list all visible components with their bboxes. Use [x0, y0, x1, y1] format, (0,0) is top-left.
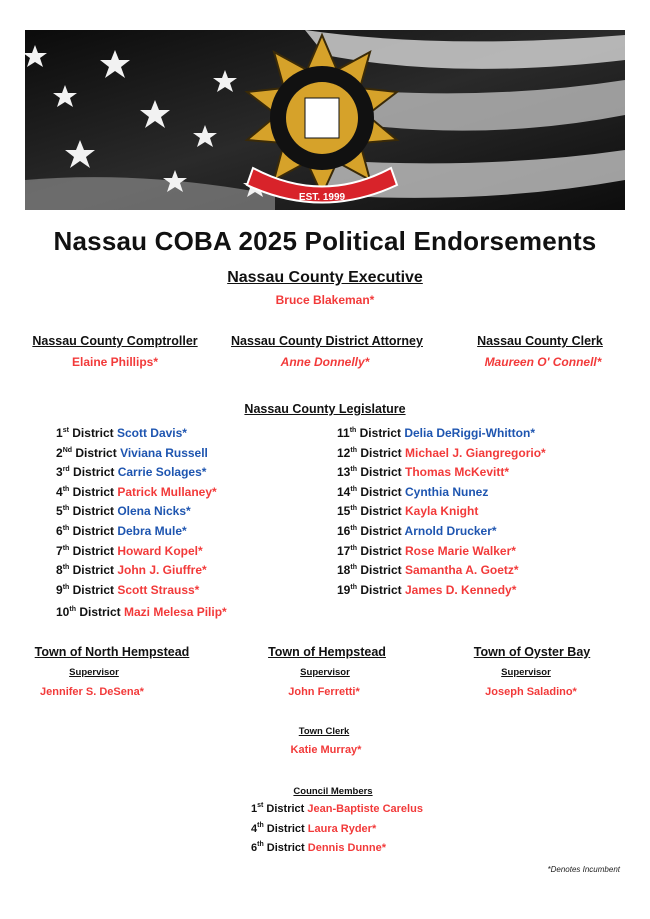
ordinal-suffix: th: [350, 446, 357, 454]
candidate-name: Dennis Dunne*: [307, 842, 386, 855]
page-title: Nassau COBA 2025 Political Endorsements: [53, 226, 597, 256]
district-number: 1: [56, 426, 63, 440]
north-hempstead-heading: Town of North Hempstead: [34, 645, 190, 659]
ordinal-suffix: th: [62, 485, 70, 493]
district-row: [56, 426, 187, 440]
legislature-heading: Nassau County Legislature: [244, 402, 406, 416]
district-attorney-heading: Nassau County District Attorney: [231, 334, 423, 348]
oyster-bay-role: Supervisor: [501, 667, 551, 678]
ordinal-suffix: th: [69, 606, 76, 613]
hempstead-candidate: John Ferretti*: [288, 686, 360, 698]
ordinal-suffix: th: [62, 505, 70, 513]
candidate-name: Carrie Solages*: [117, 465, 207, 480]
district-number: 13: [337, 465, 351, 480]
ordinal-suffix: th: [350, 583, 357, 591]
district-row: [337, 426, 535, 440]
district-row: [56, 524, 187, 538]
hempstead-heading: Town of Hempstead: [268, 645, 386, 659]
ordinal-suffix: th: [62, 583, 70, 591]
ordinal-suffix: th: [350, 485, 357, 493]
district-label: District: [72, 543, 114, 558]
district-number: 17: [337, 543, 351, 558]
district-number: 4: [56, 484, 63, 499]
ordinal-suffix: th: [62, 544, 70, 552]
district-number: 12: [337, 445, 351, 460]
county-clerk-heading: Nassau County Clerk: [477, 334, 603, 348]
district-number: 9: [56, 582, 63, 597]
candidate-name: Viviana Russell: [120, 445, 208, 460]
district-label: District: [360, 524, 402, 538]
district-number: 2: [56, 445, 63, 460]
candidate-name: James D. Kennedy*: [405, 582, 517, 597]
candidate-name: Howard Kopel*: [117, 543, 203, 558]
incumbent-footnote: *Denotes Incumbent: [547, 865, 620, 874]
district-label: District: [73, 465, 115, 480]
district-number: 7: [56, 543, 63, 558]
ordinal-suffix: th: [349, 427, 357, 434]
ordinal-suffix: st: [62, 427, 69, 434]
ordinal-suffix: th: [350, 505, 357, 513]
candidate-name: Samantha A. Goetz*: [405, 563, 519, 578]
district-attorney-candidate: Anne Donnelly*: [280, 355, 370, 369]
district-number: 1: [251, 803, 258, 815]
ordinal-suffix: th: [62, 564, 70, 572]
district-label: District: [360, 445, 402, 460]
oyster-bay-candidate: Joseph Saladino*: [485, 686, 577, 698]
district-label: District: [72, 426, 114, 440]
district-row: [56, 485, 217, 499]
hempstead-role: Supervisor: [300, 667, 350, 678]
candidate-name: Patrick Mullaney*: [117, 484, 217, 499]
district-number: 8: [56, 563, 63, 578]
council-heading: Council Members: [293, 786, 373, 797]
district-number: 11: [337, 426, 350, 440]
ordinal-suffix: rd: [62, 466, 70, 474]
district-row: [337, 504, 478, 518]
district-row: [251, 803, 423, 815]
candidate-name: Scott Strauss*: [117, 582, 200, 597]
ordinal-suffix: Nd: [62, 446, 73, 454]
ordinal-suffix: th: [257, 841, 264, 849]
candidate-name: Delia DeRiggi-Whitton*: [404, 426, 535, 440]
district-row: [56, 605, 227, 619]
district-label: District: [72, 563, 114, 578]
district-label: District: [72, 582, 114, 597]
district-number: 14: [337, 484, 351, 499]
flag-background-image: [25, 30, 625, 210]
district-row: [56, 583, 199, 597]
district-label: District: [72, 504, 114, 519]
ordinal-suffix: th: [62, 525, 70, 532]
candidate-name: Arnold Drucker*: [404, 524, 497, 538]
county-clerk-candidate: Maureen O' Connell*: [484, 355, 602, 369]
candidate-name: Jean-Baptiste Carelus: [307, 803, 423, 815]
district-number: 6: [251, 842, 258, 855]
candidate-name: Rose Marie Walker*: [405, 543, 516, 558]
district-row: [56, 544, 203, 558]
district-number: 15: [337, 504, 351, 519]
district-row: [56, 465, 206, 479]
candidate-name: John J. Giuffre*: [117, 563, 207, 578]
svg-text:EST. 1999: EST. 1999: [298, 192, 346, 203]
district-label: District: [72, 524, 114, 538]
candidate-name: Debra Mule*: [117, 524, 187, 538]
district-label: District: [360, 582, 402, 597]
district-number: 4: [251, 822, 258, 835]
county-executive-heading: Nassau County Executive: [227, 269, 423, 286]
comptroller-candidate: Elaine Phillips*: [71, 355, 159, 369]
district-row: [337, 465, 509, 479]
district-row: [337, 524, 497, 538]
candidate-name: Cynthia Nunez: [405, 484, 489, 499]
town-clerk-heading: Town Clerk: [298, 726, 350, 737]
district-label: District: [266, 842, 305, 855]
district-label: District: [266, 822, 305, 835]
district-number: 3: [56, 465, 63, 480]
district-number: 10: [56, 605, 70, 619]
candidate-name: Kayla Knight: [405, 504, 479, 519]
district-row: [337, 485, 488, 499]
ordinal-suffix: st: [257, 802, 264, 809]
district-row: [251, 823, 376, 835]
candidate-name: Mazi Melesa Pilip*: [124, 605, 227, 619]
header-banner: [25, 30, 625, 210]
district-row: [56, 563, 207, 577]
district-row: [337, 446, 546, 460]
district-label: District: [79, 605, 121, 619]
district-label: District: [75, 445, 117, 460]
district-number: 19: [337, 582, 351, 597]
district-label: District: [360, 563, 402, 578]
oyster-bay-heading: Town of Oyster Bay: [473, 645, 591, 659]
county-executive-candidate: Bruce Blakeman*: [275, 293, 375, 307]
ordinal-suffix: th: [257, 821, 264, 829]
district-label: District: [360, 484, 402, 499]
district-label: District: [360, 504, 402, 519]
district-row: [337, 583, 516, 597]
district-row: [337, 563, 519, 577]
ordinal-suffix: th: [350, 544, 357, 552]
district-row: [56, 446, 208, 460]
district-row: [56, 504, 191, 518]
district-number: 16: [337, 524, 351, 538]
comptroller-heading: Nassau County Comptroller: [32, 334, 198, 348]
candidate-name: Laura Ryder*: [307, 822, 377, 835]
district-number: 18: [337, 563, 351, 578]
north-hempstead-candidate: Jennifer S. DeSena*: [40, 686, 144, 698]
district-row: [337, 544, 516, 558]
district-number: 6: [56, 524, 63, 538]
ordinal-suffix: th: [350, 466, 357, 474]
candidate-name: Olena Nicks*: [117, 504, 191, 519]
north-hempstead-role: Supervisor: [69, 667, 119, 678]
district-label: District: [72, 484, 114, 499]
candidate-name: Michael J. Giangregorio*: [405, 445, 546, 460]
district-label: District: [360, 543, 402, 558]
district-label: District: [359, 426, 401, 440]
district-label: District: [360, 465, 402, 480]
town-clerk-candidate: Katie Murray*: [290, 744, 362, 756]
district-number: 5: [56, 504, 63, 519]
ordinal-suffix: th: [350, 564, 357, 572]
candidate-name: Thomas McKevitt*: [405, 465, 510, 480]
district-row: [251, 842, 386, 854]
candidate-name: Scott Davis*: [116, 426, 187, 440]
ordinal-suffix: th: [350, 525, 357, 532]
district-label: District: [266, 803, 305, 815]
